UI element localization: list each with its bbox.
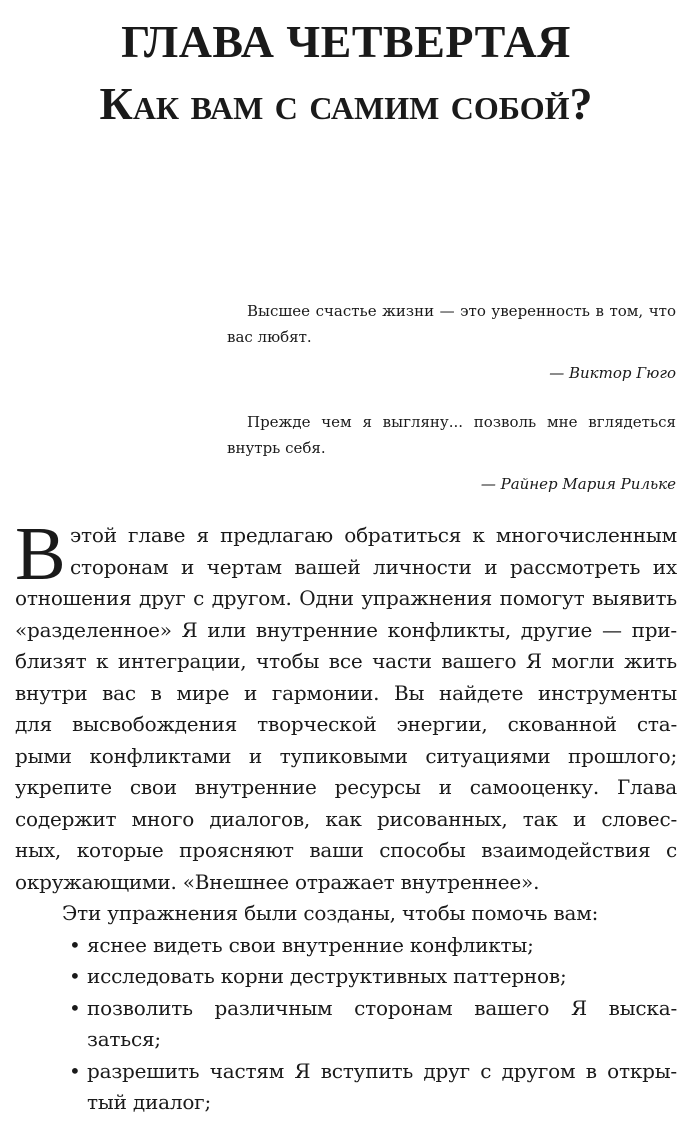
bullet-text: исследовать корни деструктивных паттернов;: [87, 964, 567, 988]
body-line: ных, которые проясняют ваши способы взаимодействия с: [15, 838, 677, 862]
bullet-marker: •: [69, 995, 81, 1020]
bullet-marker: •: [69, 932, 81, 957]
bullet-list: [15, 930, 677, 1119]
epigraph-2-line-1: Прежде чем я выгляну... позволь мне вглядеться: [247, 413, 676, 431]
bullet-continuation: заться;: [87, 1027, 161, 1051]
chapter-number: ГЛАВА ЧЕТВЕРТАЯ: [121, 16, 571, 67]
bullet-continuation: тый диалог;: [87, 1090, 212, 1114]
list-intro: Эти упражнения были созданы, чтобы помочь вам:: [62, 901, 599, 925]
bullet-item: [15, 993, 677, 1025]
bullet-text: яснее видеть свои внутренние конфликты;: [87, 932, 534, 957]
body-line: укрепите свои внутренние ресурсы и самооценку. Глава: [15, 775, 677, 799]
body-line: «разделенное» Я или внутренние конфликты, другие — при-: [15, 617, 677, 642]
drop-cap: В: [15, 512, 66, 596]
body-line: внутри вас в мире и гармонии. Вы найдете инструменты: [15, 680, 677, 705]
body-line: сторонам и чертам вашей личности и рассмотреть их: [70, 554, 677, 579]
epigraph-1-line-2: что вас любят.: [227, 302, 676, 346]
epigraph-2-line-2: внутрь себя.: [227, 439, 326, 457]
body-line: отношения друг с другом. Одни упражнения помогут выявить: [15, 586, 677, 610]
chapter-title: Как вам с самим собой?: [99, 78, 593, 129]
epigraph-1-quote: [227, 298, 676, 350]
body-line: содержит много диалогов, как рисованных, так и словес-: [15, 806, 677, 831]
bullet-item: [15, 961, 677, 993]
body-line: окружающими. «Внешнее отражает внутреннее».: [15, 869, 540, 894]
epigraph-1: [227, 298, 676, 386]
bullet-text: позволить различным сторонам вашего Я выска-: [87, 995, 677, 1020]
bullet-marker: •: [69, 1058, 81, 1083]
bullet-text: разрешить частям Я вступить друг с другом в откры-: [87, 1058, 677, 1083]
bullet-marker: •: [69, 964, 81, 988]
epigraph-2-quote: [227, 409, 676, 461]
body-text: [15, 512, 677, 1119]
body-line: рыми конфликтами и тупиковыми ситуациями прошлого;: [15, 743, 677, 768]
body-line: этой главе я предлагаю обратиться к многочисленным: [70, 523, 677, 547]
epigraph-1-line-1: Высшее счастье жизни — это уверенность в том,: [247, 302, 644, 320]
epigraph-2: [227, 409, 676, 497]
body-line: близят к интеграции, чтобы все части вашего Я могли жить: [15, 649, 677, 673]
bullet-item: [15, 1056, 677, 1088]
epigraph-2-author: — Райнер Мария Рильке: [480, 475, 676, 493]
bullet-item: [15, 930, 677, 962]
body-line: для высвобождения творческой энергии, скованной ста-: [15, 712, 677, 736]
epigraph-1-author: — Виктор Гюго: [549, 364, 676, 382]
